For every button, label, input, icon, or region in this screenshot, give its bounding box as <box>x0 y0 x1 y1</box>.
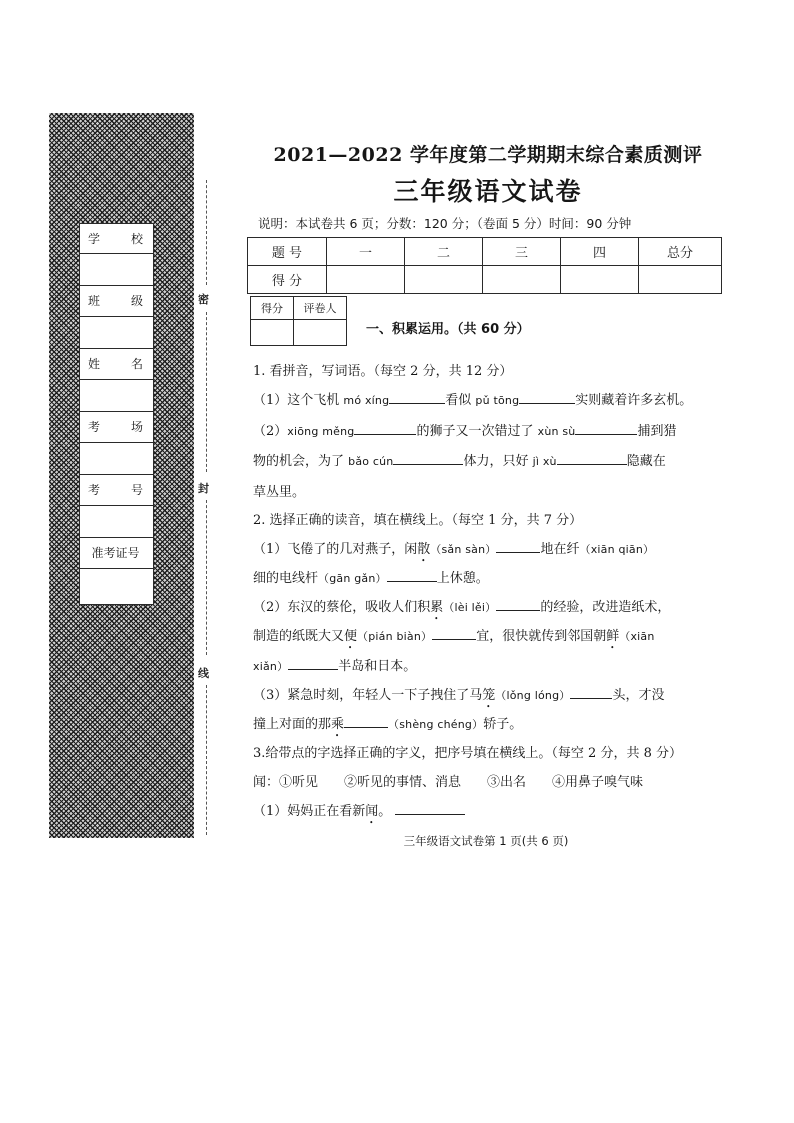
score-input-cell[interactable] <box>639 266 722 294</box>
grader-score-cell[interactable] <box>251 320 294 346</box>
question-2-line: xiǎn） 半岛和日本。 <box>253 659 417 674</box>
seal-dashed-line <box>206 500 207 655</box>
answer-blank[interactable] <box>432 629 476 640</box>
info-name-label: 姓 名 <box>80 348 153 380</box>
score-input-cell[interactable] <box>561 266 639 294</box>
score-input-cell[interactable] <box>405 266 483 294</box>
answer-blank[interactable] <box>389 393 445 404</box>
exam-instructions: 说明：本试卷共 6 页；分数：120 分；（卷面 5 分）时间：90 分钟 <box>258 216 632 231</box>
question-2-line: 制造的纸既大又便（pián biàn） 宜，很快就传到邻国朝鲜（xiān <box>253 629 655 644</box>
question-1-line: （2）xiōng měng 的狮子又一次错过了 xùn sù 捕到猎 <box>253 424 677 439</box>
question-3-line: （1）妈妈正在看新闻。 <box>253 800 465 827</box>
answer-blank[interactable] <box>393 454 463 465</box>
exam-year-title: 2021—2022 学年度第二学期期末综合素质测评 <box>273 144 703 166</box>
answer-blank[interactable] <box>354 424 416 435</box>
info-exam-id-label: 准考证号 <box>80 537 153 569</box>
info-school-label: 学 校 <box>80 224 153 254</box>
answer-blank[interactable] <box>288 659 338 670</box>
exam-main-title: 三年级语文试卷 <box>393 177 583 206</box>
seal-dashed-line <box>206 312 207 472</box>
seal-mark: 线 <box>198 667 209 680</box>
answer-blank[interactable] <box>496 600 540 611</box>
seal-dashed-line <box>206 685 207 835</box>
question-3-stem: 3.给带点的字选择正确的字义，把序号填在横线上。（每空 2 分，共 8 分） <box>253 746 682 761</box>
answer-blank[interactable] <box>344 717 388 728</box>
score-header-label: 题 号 <box>248 238 327 266</box>
answer-blank[interactable] <box>557 454 627 465</box>
score-header-cell: 总分 <box>639 238 722 266</box>
info-number-field[interactable] <box>80 506 153 538</box>
question-2-line: （3）紧急时刻，年轻人一下子拽住了马笼（lǒng lóng） 头，才没 <box>253 688 665 703</box>
question-1-line: 草丛里。 <box>253 485 306 500</box>
score-table <box>247 237 722 294</box>
score-input-cell[interactable] <box>327 266 405 294</box>
page-footer: 三年级语文试卷第 1 页(共 6 页) <box>403 834 569 848</box>
score-input-cell[interactable] <box>483 266 561 294</box>
score-header-cell: 二 <box>405 238 483 266</box>
grader-score-label: 得分 <box>251 297 294 320</box>
section-title: 一、积累运用。（共 60 分） <box>366 322 530 337</box>
question-1-stem: 1. 看拼音，写词语。（每空 2 分，共 12 分） <box>253 364 513 379</box>
grader-name-label: 评卷人 <box>294 297 347 320</box>
question-2-line: 撞上对面的那乘 （shèng chéng）轿子。 <box>253 717 523 732</box>
grader-name-cell[interactable] <box>294 320 347 346</box>
grader-table <box>250 296 347 346</box>
seal-mark: 封 <box>198 482 209 495</box>
info-class-label: 班 级 <box>80 285 153 317</box>
answer-blank[interactable] <box>575 424 637 435</box>
question-2-line: （2）东汉的蔡伦，吸收人们积累（lèi lěi） 的经验，改进造纸术， <box>253 600 671 615</box>
score-row-label: 得 分 <box>248 266 327 294</box>
answer-blank[interactable] <box>519 393 575 404</box>
info-room-field[interactable] <box>80 443 153 475</box>
info-room-label: 考 场 <box>80 411 153 443</box>
question-3-options: 闻：①听见 ②听见的事情、消息 ③出名 ④用鼻子嗅气味 <box>253 775 644 790</box>
info-name-field[interactable] <box>80 380 153 412</box>
question-1-line: （1）这个飞机 mó xíng 看似 pǔ tōng 实则藏着许多玄机。 <box>253 393 693 408</box>
answer-blank[interactable] <box>570 688 612 699</box>
question-2-line: 细的电线杆（gān gǎn） 上休憩。 <box>253 571 489 586</box>
score-header-cell: 四 <box>561 238 639 266</box>
question-2-line: （1）飞倦了的几对燕子，闲散（sǎn sàn） 地在纤（xiān qiān） <box>253 542 655 557</box>
question-2-stem: 2. 选择正确的读音，填在横线上。（每空 1 分，共 7 分） <box>253 513 583 528</box>
answer-blank[interactable] <box>395 804 465 815</box>
answer-blank[interactable] <box>387 571 437 582</box>
question-1-line: 物的机会，为了 bǎo cún 体力，只好 jì xù 隐藏在 <box>253 454 666 469</box>
info-school-field[interactable] <box>80 254 153 286</box>
student-info-box <box>79 223 154 605</box>
score-header-cell: 一 <box>327 238 405 266</box>
answer-blank[interactable] <box>496 542 540 553</box>
info-exam-id-field[interactable] <box>80 569 153 600</box>
info-number-label: 考 号 <box>80 474 153 506</box>
info-class-field[interactable] <box>80 317 153 349</box>
score-header-cell: 三 <box>483 238 561 266</box>
seal-mark: 密 <box>198 293 209 306</box>
